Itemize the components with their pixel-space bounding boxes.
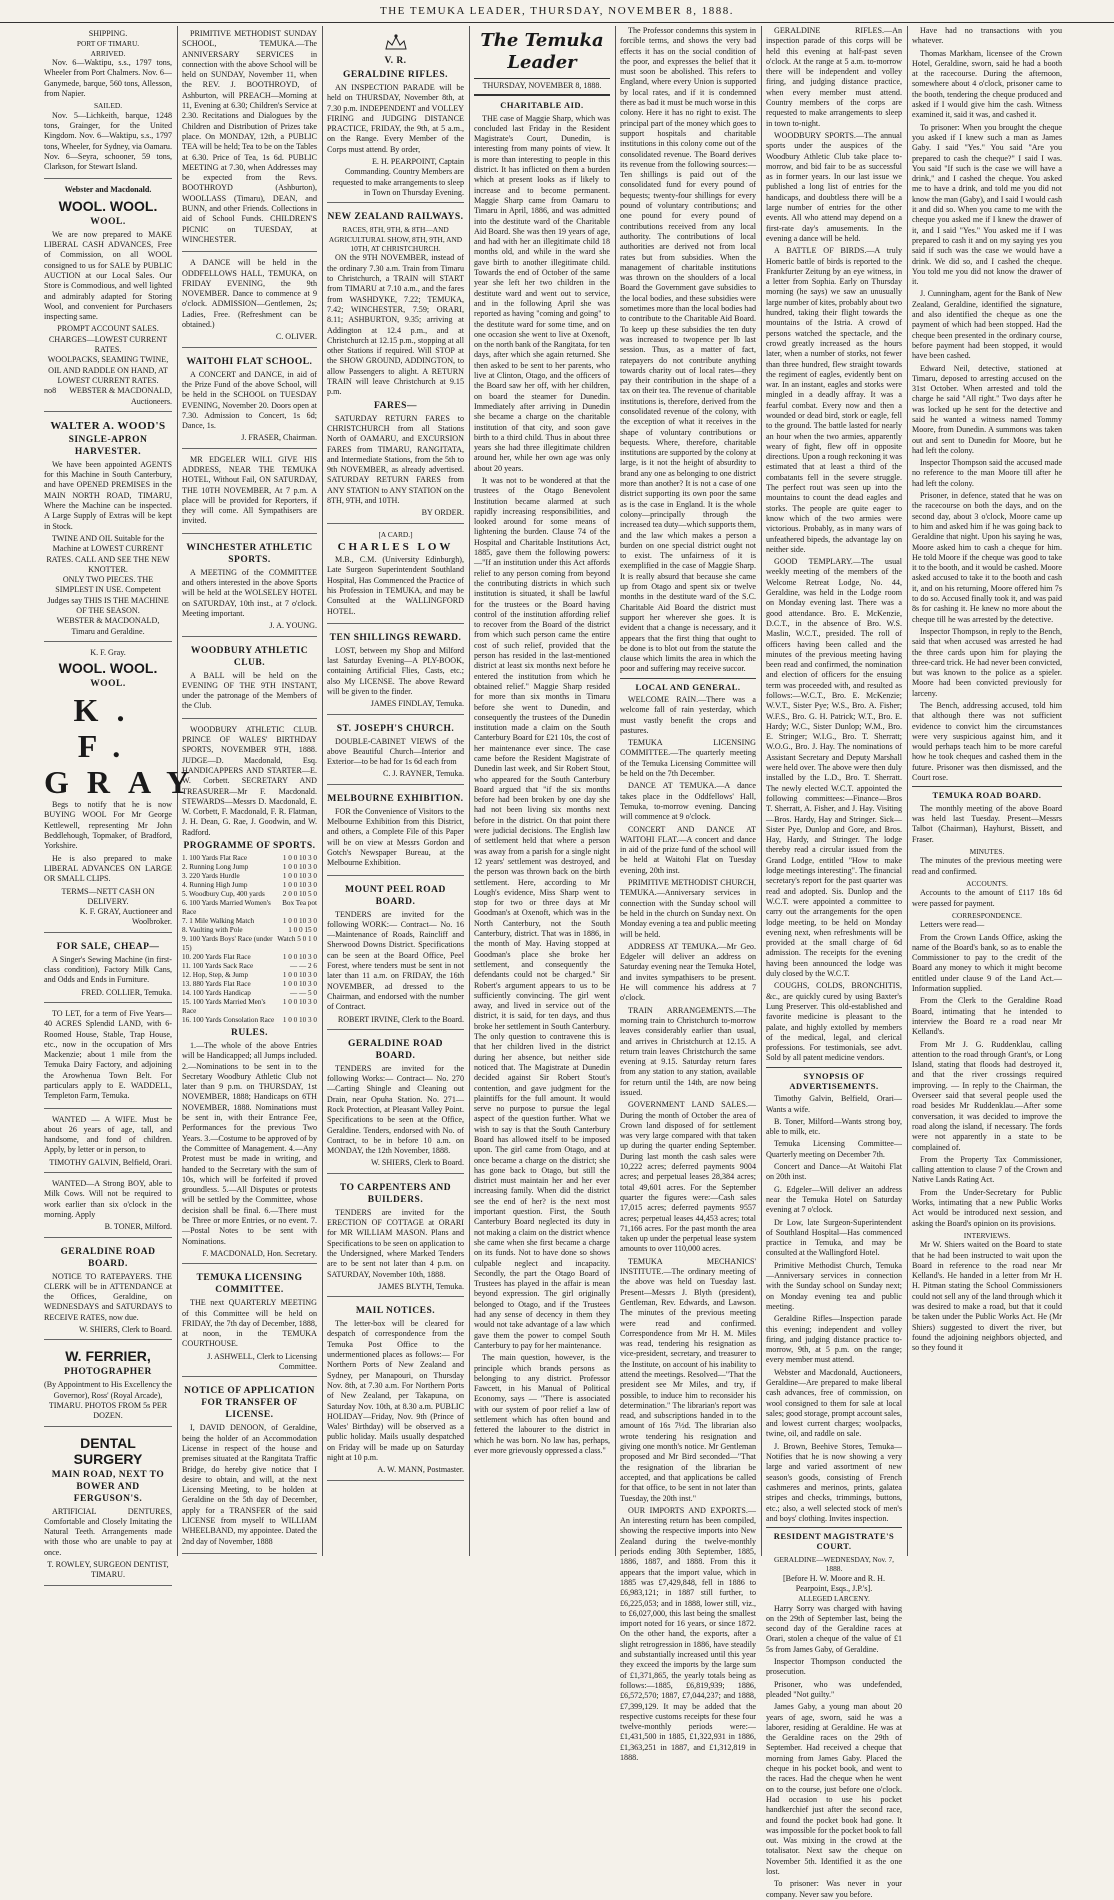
synopsis-item: J. Brown, Beehive Stores, Temuka—Notifies that he is now showing a very large and varied assortment of new season's goods, consisting of French cashmeres and merinos, prints, galatea stripes and checks, trimmings, buttons, etc.; also, a well selected stock of men's and boys' clothing. Invites inspection. [766,1441,902,1523]
news-item: TEMUKA LICENSING COMMITTEE.—The quarterly meeting of the Temuka Licensing Committee will be held on the 7th December. [620,738,756,779]
programme-row [182,998,317,1016]
dental-subtitle: MAIN ROAD, NEXT TO BOWER AND FERGUSON'S. [51,1469,165,1504]
event-name: 10. 200 Yards Flat Race [182,953,251,961]
mp-text: TENDERS are invited for the following WORK:— Contract— No. 16—Maintenance of Roads, Raincliff and Sherwood Downs District. Specifications can be seen at the Board Office, Peel Forest, where tenders must be sent in not later than 11 a.m. on FRIDAY, the 16th NOVEMBER, ad dressed to the Chairman, and endorsed with the number of Contract. [327,909,464,1012]
accounts-heading: ACCOUNTS. [966,878,1008,888]
railway-text: ON the 9TH NOVEMBER, instead of the ordinary 7.30 a.m. Train from Timaru to Christchurch, a TRAIN will START from TIMARU at 7.10 a.m., and the fares from WASHDYKE, 7.22; TEMUKA, 7.42; WINCHESTER, 7.59; ORARI, 8.11; ASHBURTON, 9.35; arriving at Addington at 12.4 p.m., and at Christchurch at 12.15 p.m., stopping at all other Stations if required. Will STOP at the SHOW GROUND, ADDINGTON, to allow Passengers to alight. A RETURN TRAIN will leave Christchurch at 9.15 p.m. [327,253,464,397]
dental-title: DENTAL SURGERY [73,1434,143,1467]
wood-signature: WEBSTER & MACDONALD, Timaru and Geraldine. [56,616,160,636]
reward-title: TEN SHILLINGS REWARD. [329,632,462,643]
wbac-text: A BALL will be held on the EVENING OF THE 9TH INSTANT, under the patronage of the Members of the Club. [182,670,317,711]
low-title: CHARLES LOW [337,541,454,554]
column-rule [907,26,908,1556]
news-item: WOODBURY SPORTS.—The annual sports under the auspices of the Woodbury Athletic Club take place to-morrow, and bid fair to be as successful as in former years. In our last issue we published a long list of entries for the handicaps, and doubtless there will be a large number of entries for the other events. All who attend may depend on a first-rate day's amusements. In the evening a dance will be held. [766,130,902,243]
news-item: DANCE AT TEMUKA.—A dance takes place in the Oddfellows' Hall, Temuka, to-morrow evening. Dancing will commence at 9 o'clock. [620,781,756,822]
event-name: 4. Running High Jump [182,881,248,889]
masthead-text: THE TEMUKA LEADER, THURSDAY, NOVEMBER 8, 1888. [379,5,734,17]
programme-title: PROGRAMME OF SPORTS. [183,841,316,851]
correspondence-item: From the Clerk to the Geraldine Road Board, intimating that he intended to interview the Board re a road near Mr Kelland's. [912,996,1062,1037]
news-item: A BATTLE OF BIRDS.—A truly Homeric battle of birds is reported to the Frankfurter Zeitung by an eye witness, in a letter from Sophia. Early on Thursday morning (he says) we saw an unusually large number of kites, probably about two hundred, taking their flight towards the mountains of the Istria. A crowd of persons watched the spectacle, and the crowd greatly increased as the hours later, when a number of storks, not fewer than three hundred, flew straight towards the regiment of eagles, evidently bent on war. In an instant, eagles and storks were mingled in a deadly affray. It was a fearful combat. Every now and then a wounded or dead bird, stork or eagle, fell to the ground. The battle lasted for nearly an hour when the two armies, apparently weary of fight, flew off in opposite directions. Upon a rough reckoning it was estimated that at least a third of the combatants fell in the severe struggle. The perfect rout was seen up into the mountains to count the dead eagles and storks. The people are quite eager to know which of the two armies were victorious. Probably, as in many wars of unfeathered bipeds, the advantage lay on neither side. [766,246,902,554]
wac-title: WINCHESTER ATHLETIC SPORTS. [186,542,313,565]
grb-title: GERALDINE ROAD BOARD. [60,1246,156,1269]
synopsis-item: G. Edgeler—Will deliver an address near the Temuka Hotel on Saturday evening at 7 o'clock. [766,1184,902,1215]
dental-ad [44,1430,172,1586]
tlc-title: TEMUKA LICENSING COMMITTEE. [196,1273,303,1296]
minutes-heading: MINUTES. [969,846,1005,856]
dental-signature: T. ROWLEY, SURGEON DENTIST, TIMARU. [47,1560,169,1580]
sailed-text: Nov. 5—Lichkeith, barque, 1248 tons, Grainger, for the United Kingdom. Nov. 6—Waktipu, s.s., 1797 tons, Wheeler, for Sydney, via Oamaru. Nov. 6—Seyra, schooner, 59 tons, Clarkson, for Stewart Island. [44,110,172,172]
programme-row [182,890,317,899]
sale-title: FOR SALE, CHEAP— [56,941,160,952]
column-2 [182,26,317,1556]
news-item: GERALDINE RIFLES.—An inspection parade of this corps will be held this evening at half-past seven o'clock. At the range at 5 a.m. to-morrow there will be independent and volley firing, and judging distance practice, when every member must attend. Country members of the corps are requested to make arrangements to sleep in town to-night. [766,26,902,128]
event-name: 15. 100 Yards Married Men's Race [182,998,266,1015]
event-name: 8. Vaulting with Pole [182,926,243,934]
event-name: 12. Hop, Step, & Jump [182,971,249,979]
melb-title: MELBOURNE EXHIBITION. [327,793,464,804]
programme-row [182,872,317,881]
wool-heading-2: WOOL. WOOL. [58,660,158,677]
let-text: TO LET, for a term of Five Years—40 ACRES Splendid LAND, with 6-Roomed House, Stable, Trap House, etc., now in the occupation of Mrs Mackenzie; about 1 mile from the Temuka Dairy Factory, and adjoining the Arowhenua Town Belt. For particulars apply to E. WADDELL, Templeton Farm, Temuka. [44,1008,172,1101]
ferrier-subtitle: PHOTOGRAPHER [64,1367,152,1378]
programme-row [182,926,317,935]
geraldine-rb-notice [44,1241,172,1341]
rifles-signature: E. H. PEARPOINT, Captain Commanding. Country Members are requested to make arrangements to sleep in Town on Thursday Evening. [332,157,464,197]
nameplate: The Temuka Leader [474,26,610,79]
geraldine-rifles-ad [327,26,464,203]
shipping-notice [44,26,172,179]
trb-heading: TEMUKA ROAD BOARD. [912,786,1062,800]
twine-text-2: ONLY TWO PIECES. THE SIMPLEST IN USE. Competent Judges say THIS IS THE MACHINE OF THE SEASON. [47,575,169,615]
kfgray-header: K. F. Gray. [90,647,126,657]
wool-heading: WOOL. WOOL. [58,197,158,214]
court-paragraph: James Gaby, a young man about 20 years of age, sworn, said he was a laborer, residing at Geraldine. He was at the Geraldine races on the 29th of September. Had received a cheque that morning from James Gaby. Placed the cheque in his pocket book, and went to the races. Had the cheque when he went on to the course, just before one o'clock. Had occasion to use his pocket handkerchief just after the second race, and found the pocket book had gone. It was impossible for the pocket book to fall out. Was mixing in the crowd at the totalisator. Next saw the cheque on November 5th. Identified it as the one lost. [766,1702,902,1876]
accounts-text: Accounts to the amount of £117 18s 6d were passed for payment. [912,888,1062,908]
news-item: ADDRESS AT TEMUKA.—Mr Geo. Edgeler will deliver an address on Saturday evening near the Temuka Hotel, and invites sympathisers to be present. He will commence his address at 7 o'clock. [620,941,756,1003]
waitohi-signature: J. FRASER, Chairman. [241,433,317,443]
court-paragraph: To prisoner: When you brought the cheque you asked if I knew such a man as James Gaby. I said "Yes." You said "Are you prepared to cash the cheque?" I said I was. You said "If such is the case we will have a drink," and I cashed the cheque. You asked me to have a drink, and told me you did not know the man (Gaby), and I said I would cash it and did so. When you came to me with the cheque you asked me if I knew the drawer of it, and I said "Yes." You asked me if I was prepared to cash it and on my saying yes you said if such was the case we would have a drink. We did so, and I cashed the cheque. You told me you did not know the drawer of it. [912,122,1062,287]
masthead [0,0,1114,23]
wood-subtitle: SINGLE-APRON HARVESTER. [68,434,148,457]
interviews-heading: INTERVIEWS. [963,1230,1011,1240]
mp-signature: ROBERT IRVINE, Clerk to the Board. [337,1014,464,1024]
twine-text: TWINE AND OIL Suitable for the Machine at LOWEST CURRENT RATES. CALL AND SEE THE NEW KNOTTER. [46,533,170,574]
wool-text: We are now prepared to MAKE LIBERAL CASH ADVANCES, Free of Commission, on all WOOL consigned to us for SALE by PUBLIC AUCTION at our Local Sales. Our Store is Commodious, and well lighted and admirably adapted for Storing Wool, and convenient for Purchasers inspecting same. [44,229,172,322]
event-prizes: 2 0 0 10 5 0 [282,890,317,898]
court-paragraph: Prisoner, who was undefended, pleaded "Not guilty." [766,1679,902,1699]
column-5 [620,26,756,1762]
for-sale-ad [44,936,172,1003]
event-name: 1. 100 Yards Flat Race [182,854,248,862]
fares-signature: BY ORDER. [421,508,464,518]
sports-text: WOODBURY ATHLETIC CLUB. PRINCE OF WALES' BIRTHDAY SPORTS, NOVEMBER 9TH, 1888. JUDGE—D. Macdonald, Esq. HANDICAPPERS AND STARTER—E. W. Corbett. SECRETARY AND TREASURER—Mr F. Macdonald. STEWARDS—Messrs D. Macdonald, E. W. Corbett, F. Macdonald, F. R. Flatman, J. H. Dean, G. Rae, J. Goodwin, and W. Radford. [182,724,317,837]
event-name: 14. 100 Yards Handicap [182,989,251,997]
low-text: M.B., C.M. (University Edinburgh), Late Surgeon Superintendent Southland Hospital, Has Commenced the Practice of his Profession in TEMUKA, and may be Consulted at the WALLINGFORD HOTEL. [327,555,464,616]
tlc-text: THE next QUARTERLY MEETING of this Committee will be held on FRIDAY, the 7th day of December, 1888, at noon, in the TEMUKA COURTHOUSE. [182,1298,317,1349]
editorial-paragraph: It was not to be wondered at that the trustees of the Otago Benevolent Institution became alarmed at such rapidly increasing responsibilities, and looked around for some means of lightening the burden. Clause 74 of the Hospital and Charitable Institutions Act, 1885, gave them the following powers:—"If an institution under this Act affords relief to any person coming from beyond the contributing districts in which such institution is situated, it shall be lawful for the trustees or the Board having control of the institution affording relief to recover from the Board of the district from which such person came the entire cost of such relief, provided that the person has resided in the last-mentioned district at least six months next before he entered the institution from which he obtained relief." Maggie Sharp resided for more than six months in Timaru before she went to Dunedin, and consequently the trustees of the Dunedin institution made a claim on the South Canterbury Board for £21 10s, the cost of her maintenance ever since. The case came before the Resident Magistrate of Dunedin last week, and Sir Robert Stout, who appeared for the South Canterbury Board argued that "if the six months before had been broken by one day she had not been living six months next before in the district. On that point there were judicial decisions. The English law of settlement held that where a person was away from a parish for a single night 12 years' settlement was destroyed, and the person was thrown back on the birth settlement. Here, according to Mr Lough's evidence, Miss Sharp went to stop for two or three days at Mr Goodman's at Oxenoft, which was in the North Canterbury, not the South Canterbury, district. That was in 1886, in the month of May. Having stopped at Goodman's place she broke her settlement, and consequently the defendants could not be charged." Sir Robert's argument appears to us to be sufficiently convincing. The girl went away, and lived in service out of the district, it is said, for ten days, and thus broke her settlement in South Canterbury. The only question to contravene this is that her children lived in the district during her absence, but neither side noticed that. The Magistrate at Dunedin decided against Sir Robert Stout's contention, and gave judgment for the plaintiffs for the full amount. It would serve no purpose to pursue the legal aspect of the question further. What we wish to say is that the South Canterbury Board has allowed itself to be imposed upon. The girl came from Otago, and at once became a charge on the district; she has gone back to Otago, but still the district must maintain her and her ever increasing family. When did the district see the end of her? is the next most important question. First, the South Canterbury Board neglected its duty in not making a claim on the district whence she came when she first became a charge on its funds. Not to have done so shows culpable neglect and incapacity. Secondly, the part the Otago Board of Trustees has played in the affair is mean beyond expression. The girl originally belonged to Otago, and if the Trustees had any sense of decency in them they would not take advantage of a law which gave them the power to compel South Canterbury to pay for her maintenance. [474,475,610,1350]
programme-row [182,854,317,863]
synopsis-item: Concert and Dance—At Waitohi Flat on 20th inst. [766,1162,902,1182]
fares-text: SATURDAY RETURN FARES to CHRISTCHURCH from all Stations North of OAMARU, and EXCURSION FARES from TIMARU, RANGITATA, and Intermediate Stations, from the 5th to 9th NOVEMBER, as already advertised. SATURDAY RETURN FARES from ANY STATION to ANY STATION on the 8TH, 9TH, and 10TH. [327,413,464,506]
boy-text: WANTED—A Strong BOY, able to Milk Cows. Will not be required to work earlier than six o'clock in the morning. Apply [44,1179,172,1219]
edgeler-text: MR EDGELER WILL GIVE HIS ADDRESS, NEAR THE TEMUKA HOTEL, Without Fail, ON SATURDAY, THE 10TH NOVEMBER, At 7 p.m. A place will be provided for Reporters, if they will come. All Sympathisers are invited. [182,454,317,526]
kfg-display-letters: K. F. GRAY [44,692,208,801]
licensing-committee-ad [182,1267,317,1377]
event-name: 9. 100 Yards Boys' Race (under 15) [182,935,273,952]
court-paragraph: Inspector Thompson conducted the prosecution. [766,1657,902,1677]
court-report [766,1604,902,1900]
event-prizes: 1 0 0 10 3 0 [282,854,317,862]
woodbury-ball-ad [182,640,317,719]
court-paragraph: Harry Sorry was charged with having on the 29th of September last, being the second day of the Geraldine races at Orari, stolen a cheque of the value of £1 5s from James Gaby, of Geraldine. [766,1603,902,1654]
court-paragraph: Inspector Thompson, in reply to the Bench, said that when accused was arrested he had the three cards upon him for playing the three-card trick. He had never been convicted, but was known to the police as a spieler. Moore had been convicted previously for larceny. [912,626,1062,698]
royal-crest-icon [376,31,416,53]
card-label: [A CARD.] [378,529,413,539]
court-paragraph: To prisoner: Was never in your company. Never saw you before. [766,1879,902,1899]
wac-text: A MEETING of the COMMITTEE and others interested in the above Sports will be held at the WOLSELEY HOTEL on SATURDAY, 10th inst., at 7 o'clock. Meeting important. [182,567,317,618]
programme-row [182,989,317,998]
sale-text: A Singer's Sewing Machine (in first-class condition), Factory Milk Cans, and Odds and Ends in Furniture. [44,954,172,985]
news-item: OUR IMPORTS AND EXPORTS.—An interesting return has been compiled, showing the respective imports into New Zealand during the twelve-monthly periods ending 30th September, 1885, 1886, 1887, and 1888. From this it appears that the import value, which in 1885 was £7,429,848, fell in 1886 to £6,983,121; in 1887 still further, to £6,225,053; and in 1888, lower still, viz., to £6,027,000, this last being the smallest import noted for 16 years, or since 1872. On the other hand, the exports, after a slight retrogression in 1886, have steadily and substantially increased until this year they exceed the imports by the large sum of £1,371,865, the yearly totals being as follows:—1885, £6,819,939; 1886, £6,572,570; 1887, £7,044,237; and 1888, £7,399,129. It may be added that the respective customs receipts for these four twelve-monthly periods were:—£1,431,500 in 1885, £1,322,931 in 1886, £1,363,251 in 1887, and £1,312,819 in 1888. [620,1505,756,1762]
boy-signature: B. TONER, Milford. [104,1222,172,1232]
reward-signature: JAMES FINDLAY, Temuka. [370,699,464,709]
mp-title: MOUNT PEEL ROAD BOARD. [345,884,446,907]
column-4 [474,26,610,1556]
event-prizes: — — 5 0 [290,989,317,997]
wm-signature: WEBSTER & MACDONALD, Auctioneers. [69,386,172,406]
prompt-text: PROMPT ACCOUNT SALES. CHARGES—LOWEST CURRENT RATES. [48,324,168,355]
event-name: 11. 100 Yards Sack Race [182,962,254,970]
wood-text: We have been appointed AGENTS for this Machine in South Canterbury, and have OPENED PREMISES in the MAIN NORTH ROAD, TIMARU, Where the Machine can be inspected. A Large Supply of Extras will be kept in Stock. [44,459,172,531]
transfer-notice [182,1380,317,1554]
fares-title: FARES— [374,400,417,411]
stj-text: DOUBLE-CABINET VIEWS of the above Beautiful Church—Interior and Exterior—to be had for 1s 6d each from [327,736,464,767]
news-item: TEMUKA MECHANICS' INSTITUTE.—The ordinary meeting of the above was held on Tuesday last. Present—Messrs J. Blyth (president), Gentleman, Rev. Edwards, and Lawson. The minutes of the previous meeting were read and confirmed. Correspondence from Mr H. M. Miles was read, tendering his resignation as vice-president, secretary, and treasurer to the Institute, on account of his inability to attend the meetings. Resolved—"That the president see Mr Miles, and try, if possible, to induce him to reconsider his determination." The librarian's report was read, and subscriptions handed in to the amount of 16s 7½d. The librarian also wrote tendering his resignation and giving one month's notice. Mr Gentleman proposed and Mr Bird seconded—"That the resignation of the librarian be accepted, and that applications be called for that office, to be sent in not later than Tuesday, the 20th inst." [620,1256,756,1503]
correspondence-item: From the Under-Secretary for Public Works, intimating that a new Public Works Act would be introduced next session, and asking the Board's opinion on its provisions. [912,1187,1062,1228]
mail-notices [327,1300,464,1480]
rmc-before: [Before H. W. Moore and R. H. Pearpoint, Esqs., J.P.'s]. [782,1573,886,1593]
railway-subtitle: RACES, 8TH, 9TH, & 8TH—AND AGRICULTURAL SHOW, 8TH, 9TH, AND 10TH, AT CHRISTCHURCH. [328,225,463,254]
synopsis-heading: SYNOPSIS OF ADVERTISEMENTS. [766,1067,902,1092]
programme-table [182,854,317,1025]
event-name: 5. Woodbury Cup, 400 yards [182,890,265,898]
wac-signature: J. A. YOUNG. [269,621,317,631]
column-7 [912,26,1062,1556]
rules-text: 1.—The whole of the above Entries will be Handicapped; all Jumps included. 2.—Nominations to be sent in to the Secretary Woodbury Athletic Club not later than 9 p.m. on THURSDAY, 1st NOVEMBER, 1888; Handicaps on 6TH NOVEMBER, 1888. Nominations must be sent in, with their Entrance Fee, Performances for the previous Two Years. 3.—Costume to be approved of by the Committee of Management. 4.—Any Protest must be made in writing, and handed to the Secretary with the sum of 10s, which will be forfeited if proved groundless. 5.—All Disputes or protests will be settled by the Committee, whose decision shall be final. 6.—There must be Three or more Entries, or no event. 7.—Postal Notes to be sent with Nominations. [182,1041,317,1246]
programme-row [182,953,317,962]
synopsis-item: Temuka Licensing Committee—Quarterly meeting on December 7th. [766,1139,902,1159]
event-name: 6. 100 Yards Married Women's Race [182,899,271,916]
mount-peel-ad [327,879,464,1030]
grb-text: NOTICE TO RATEPAYERS. THE CLERK will be in ATTENDANCE at the Offices, Geraldine, on WEDNESDAYS and SATURDAYS to RECEIVE RATES, now due. [44,1271,172,1322]
court-paragraph: J. Cunningham, agent for the Bank of New Zealand, Geraldine, identified the signature, and also identified the cheque as one the payment of which had been stopped. Had the cheque been presented in the ordinary course, before payment had been stopped, it would have been cashed. [912,289,1062,361]
rmc-date: GERALDINE—WEDNESDAY, Nov. 7, 1888. [773,1554,895,1574]
event-name: 3. 220 Yards Hurdle [182,872,240,880]
court-paragraph: Edward Neil, detective, stationed at Timaru, deposed to arresting accused on the 31st October. When arrested and told the charge he said "All right." Two days after he was locked up he sent for the detective and said he wanted a witness named Tommy Moore, from Dunedin. A summons was taken out and sent to Dunedin for Moore, but he had left the colony. [912,363,1062,455]
rmc-heading: RESIDENT MAGISTRATE'S COURT. [766,1527,902,1552]
wanted-wife-ad [44,1112,172,1173]
pm-text: PRIMITIVE METHODIST SUNDAY SCHOOL, TEMUKA.—The ANNIVERSARY SERVICES in connection with the above School will be held on SUNDAY, November 11, when the REV. J. BOOTHROYD, of Ashburton, will PREACH—Morning at 11, Evening at 6.30; Children's Service at 2.30. Recitations and Dialogues by the Children and Distribution of Prizes take place. On MONDAY, 12th, a PUBLIC TEA will be held; Tea to be on the Tables at 6.30. Price of Tea, 1s 6d. PUBLIC MEETING at 7.30, when Addresses may be expected from the Revs. BOOTHROYD (Ashburton), WOOLLASS (Timaru), DEAN, and BUNN, and other Friends. Collections in aid of School Funds. CHILDREN'S PICNIC on TUESDAY, at WINCHESTER. [182,29,317,244]
event-prizes: 1 0 0 10 3 0 [282,1016,317,1024]
ferrier-text: (By Appointment to His Excellency the Governor), Ross' (Royal Arcade), TIMARU. PHOTOS FROM 5s PER DOZEN. [44,1380,172,1421]
correspondence-item: Letters were read— [920,920,985,930]
to-let-ad [44,1006,172,1109]
sailed-label: SAILED. [93,101,123,111]
synopsis-item: B. Toner, Milford—Wants strong boy, able to milk, etc. [766,1116,902,1137]
court-paragraph: Thomas Markham, licensee of the Crown Hotel, Geraldine, sworn, said he had a booth at the racecourse. During the afternoon, somewhere about 4 o'clock, prisoner came to the booth, tendering the cheque produced and asked if I would give him the cash. Witness examined it, said it was, and cashed it. [912,48,1062,120]
event-prizes: 1 0 0 10 3 0 [282,980,317,988]
stj-title: ST. JOSEPH'S CHURCH. [336,723,455,734]
carpenters-ad [327,1177,464,1297]
wanted-boy-ad [44,1176,172,1237]
dance-ad [182,255,317,347]
court-paragraph: Prisoner, in defence, stated that he was on the racecourse on both the days, and on the second day, about 3 o'clock, Moore came up to him and asked him if he was going back to Geraldine that night. Upon his saying he was, Moore asked him to cash a cheque for him. He told Moore if the cheque was good to take it to the booth, and it would be cashed. Moore asked accused to take it to the booth and cash it, and on his returning, Moore offered him 7s to do so. Accused finally took it, and was paid 8s for cashing it. He knew no more about the cheque till he was arrested by the detective. [912,491,1062,624]
news-item: CONCERT AND DANCE AT WAITOHI FLAT.—A concert and dance in aid of the prize fund of the school will be held at Waitohi Flat on Tuesday evening, 20th inst. [620,824,756,875]
kf-gray-ad [44,645,208,933]
synopsis-item: Timothy Galvin, Belfield, Orari—Wants a wife. [766,1094,902,1114]
synopsis-item: Geraldine Rifles—Inspection parade this evening; independent and volley firing, and judging distance practice to-morrow, 9th, at 5 p.m. on the range; every member must attend. [766,1314,902,1365]
court-paragraph: The Bench, addressing accused, told him that although there was not sufficient evidence to convict him the circumstances were very suspicious against him, and it would perhaps teach him to be more careful how he took cheques and cashed them in the future. Prisoner was then dismissed, and the Court rose. [912,701,1062,783]
waitohi-title: WAITOHI FLAT SCHOOL. [186,356,313,367]
wool-subheading-2: WOOL. [90,679,126,690]
mail-title: MAIL NOTICES. [355,1306,436,1317]
programme-row [182,917,317,926]
woodbury-sports-ad [182,722,317,1265]
transfer-text: I, DAVID DENOON, of Geraldine, being the holder of an Accommodation License in respect of the house and premises situated at the Rangitata Traffic Bridge, do hereby give notice that I desire to obtain, and will, at the next Licensing Meeting, to be holden at Geraldine on the 5th day of December, apply for a TRANSFER of the said LICENSE from myself to WILLIAM WHEELBAND, my appointee. Dated the 2nd day of November, 1888 [182,1423,317,1546]
news-item: PRIMITIVE METHODIST CHURCH, TEMUKA.—Anniversary services in connection with the Sunday school will be held in the church on Sunday next. On Monday evening a tea and public meeting will be held. [620,878,756,939]
event-name: 16. 100 Yards Consolation Race [182,1016,275,1024]
rifles-title: GERALDINE RIFLES. [342,70,449,80]
wool-subheading: WOOL. [90,216,126,227]
court-report-continued [912,26,1062,783]
transfer-title: NOTICE OF APPLICATION FOR TRANSFER OF LICENSE. [184,1386,315,1421]
editorial-paragraph: The Professor condemns this system in forcible terms, and shows the very bad effects it has on the social condition of the poor, and expresses the belief that it must soon be abolished. This refers to England, where every Union is supported by local rates, and if it is condemned there as bad it must be much worse in this colony. Here it has no right to exist. The principal part of the money which goes to support hospitals and charitable institutions in this colony come out of the consolidated revenue. The Board derives its revenue from the following sources:—Ten shillings is paid out of the consolidated fund for every pound of bequests; twenty-four shillings for every pound of voluntary contributions; and one pound for every pound of contributions received from any local authority. The contributions of local authorities are derived not from local rates but from subsidies. When the management of charitable institutions was thrown on the shoulders of a local Board the Government gave subsidies to the local bodies, and these subsidies were sometimes more than the local bodies had to contribute to the Charitable Aid Board. To keep up these subsidies the ten duty was increased to twopence per lb last session. Thus, as a matter of fact, ratepayers do not contribute anything towards charity out of local rates—they pay their contribution in the shape of a tax on their tea. The revenue of charitable institutions is, therefore, derived from the consolidated revenue of the colony, with the exception of what it receives in the shape of voluntary contributions or bequests. Where, therefore, charitable institutions are supported by the colony at large, is it not the height of absurdity to brand any one as belonging to one district more than another? It is not a case of one district supporting its own poor the same as is the case in England. It is the whole colony—principally through the increased tea duty—which supports them, and the law which makes a person a burden on one special district ought not to exist. The unfairness of it is exemplified in the case of Maggie Sharp. It is really absurd that because she came up from Otago and spent six or twelve months in the destitute ward of the S.C. Charitable Aid Board the district must support her wherever she goes. It is evident that a change is necessary, and it appears that the first thing that ought to be done is to blot out from the statute the clause which limits the area in which the poor and suffering may receive succor. [620,26,756,674]
event-prizes: 1 0 0 10 3 0 [282,863,317,871]
port-title: PORT OF TIMARU. [76,39,140,49]
railways-ad [327,206,464,523]
kfg-terms: TERMS—NETT CASH ON DELIVERY. [61,886,155,906]
programme-row [182,980,317,989]
dance-signature: C. OLIVER. [275,332,317,342]
mail-signature: A. W. MANN, Postmaster. [377,1465,464,1475]
programme-row [182,971,317,980]
synopsis-list [766,1094,902,1524]
melb-text: FOR the Convenience of Visitors to the Melbourne Exhibition from this District, and others, a Complete File of this Paper will be on view at Messrs Gordon and Gotch's Newspaper Bureau, at the Melbourne Exhibition. [327,806,464,868]
event-name: 7. 1 Mile Walking Match [182,917,255,925]
editorial-paragraph: The main question, however, is the principle which brands persons as belonging to any district. Professor Fawcett, in his Manual of Political Economy, says — "There is associated with our system of poor relief a law of settlement which has often bound and fettered the labourer to the district in which he was born. No law has, perhaps, ever more grievously oppressed a class." [474,1353,610,1455]
column-3 [327,26,464,1556]
programme-row [182,935,317,953]
rules-title: RULES. [230,1028,269,1038]
waitohi-ad [182,351,317,449]
mail-text: The letter-box will be cleared for despatch of correspondence from the Temuka Post Office to the undermentioned places as follows:— For Northern Ports of New Zealand and Sydney, per Manapouri, on Thursday Nov. 8th, at 7.30 a.m. For Northern Ports of New Zealand, per Takapuna, on Saturday Nov. 10th, at 8.30 a.m. PUBLIC HOLIDAY—Friday, Nov. 9th (Prince of Wales' Birthday) will be observed as a public holiday. Mails usually despatched on Friday will be made up on Saturday night at 10 p.m. [327,1319,464,1463]
court-paragraph: Have had no transactions with you whatever. [912,26,1062,46]
local-news-list [620,695,756,1763]
news-item: GOOD TEMPLARY.—The usual weekly meeting of the members of the Welcome Retreat Lodge, No. 44, Geraldine, was held in the Lodge room on Monday evening last. There was a good attendance. Bro. E. McKenzie, D.C.T., in the absence of Bro. W.S. Maslin, W.C.T., presided. The roll of officers having been called and the minutes of the previous meeting having been read and confirmed, the nomination and election of officers for the ensuing term was proceeded with, and resulted as follows:—W.C.T., Bro. E. McKenzie; W.V.T., Sister Pye; W.S., Bro. A. Fisher; W.F.S., Bro. G. H. Patrick; W.T., Bro. E. Hardy; W.C., Sister Dunlop; W.M., Bro. E. Stringer; W.I.G., Bro. T. Sherratt; W.O.G., Bro. J. Hay. The nominations of Assistant Secretary and Deputy Marshall were held over. The above were then duly installed by the L.D., Bro. T. Sherratt. The newly elected W.C.T. appointed the following committees:—Finance—Bros T. Sherratt, A. Fisher, and J. Hay. Visiting—Bros. Hardy, Hay and Stringer. Sick—Sister Pye, Dunlop and Gore, and Bros. Hay, Hardy, and Stringer. The lodge thereby read a circular issued from the Grand Lodge, entitled "How to make lodge meetings interesting". The financial secretary's report for the past quarter was read and adopted. Sis. Dunlop and the W.C.T. were appointed a committee to carry out the arrangements for the open lodge meeting, to be held on Monday evening next, when refreshments will be provided at the small charge of 6d admission. The receipts for the evening having been announced the lodge was duly closed by the W.C.T. [766,557,902,979]
kfg-text-2: He is also prepared to make LIBERAL ADVANCES ON LARGE OR SMALL CLIPS. [44,853,172,884]
event-prizes: 1 0 0 15 0 [288,926,317,934]
correspondence-item: From the Crown Lands Office, asking the name of the Board's bank, so as to enable the Commissioner to pay to the credit of the Board any money to which it might become entitled under clause 9 of the Land Act.—Information supplied. [912,932,1062,994]
wm-header: Webster and Macdonald. [64,185,152,195]
rmc-subheading: ALLEGED LARCENY. [798,1594,870,1604]
reward-text: LOST, between my Shop and Milford last Saturday Evening—A PLY-BOOK, containing Artificial Flies, Casts, etc.; also My LICENSE. The above Reward will be given to the finder. [327,645,464,696]
news-item: COUGHS, COLDS, BRONCHITIS, &c., are quickly cured by using Baxter's Lung Preserver. This old-established and favorite medicine is pleasant to the palate, and highly extolled by members of the medical, legal, and clerical professions. For testimonials, see advt. Sold by all patent medicine vendors. [766,981,902,1063]
railway-title: NEW ZEALAND RAILWAYS. [327,212,464,223]
synopsis-item: Webster and Macdonald, Auctioneers, Geraldine—Are prepared to make liberal cash advances, free of commission, on wool consigned to them for sale at local sales; good storage, prompt account sales, and lowest current charges; woolpacks, twine, oil, and raddle on sale. [766,1367,902,1439]
event-prizes: 1 0 0 10 3 0 [282,917,317,925]
winchester-sports-ad [182,537,317,637]
arrived-text: Nov. 6—Waktipu, s.s., 1797 tons, Wheeler from Port Chalmers. Nov. 6—Ganymede, barque, 560 tons, Allesson, from Napier. [44,58,172,98]
event-prizes: 1 0 0 10 3 0 [282,953,317,961]
local-general-heading: LOCAL AND GENERAL. [620,678,756,692]
st-josephs-ad [327,718,464,785]
waitohi-text: A CONCERT and DANCE, in aid of the Prize Fund of the above School, will be held in the SCHOOL on TUESDAY EVENING, November 20. Doors open at 7.30. Admission to Concert, 1s 6d; Dance, 1s. [182,369,317,431]
court-paragraph: Inspector Thompson said the accused made no reference to the man Moore till after he had left the colony. [912,458,1062,488]
geraldine-rb-tenders [327,1033,464,1174]
synopsis-item: Primitive Methodist Church, Temuka—Anniversary services in connection with the Sunday school on Sunday next; on Monday evening tea and public meeting. [766,1260,902,1311]
dental-text: ARTIFICIAL DENTURES, Comfortable and Closely Imitating the Natural Teeth. Arrangements made with those who are unable to pay at once. [44,1506,172,1557]
reward-ad [327,627,464,715]
ferrier-ad [44,1343,172,1426]
correspondence-list [912,920,1062,1229]
column-rule [615,26,616,1556]
tlc-signature: J. ASHWELL, Clerk to Licensing Committee. [207,1351,317,1372]
grb3-text: TENDERS are invited for the following Works:— Contract— No. 270—Carting Shingle and Cleaning out Drain, near Opuha Station. No. 271—Rock Protection, at Pleasant Valley Point. Specifications to be seen at the Office, Geraldine. Tenders, endorsed with No. of Contract, to be in before 10 a.m. on MONDAY, the 12th November, 1888. [327,1063,464,1156]
event-prizes: — — 2 6 [290,962,317,970]
local-news-continued [766,26,902,1064]
wife-text: WANTED — A WIFE. Must be about 26 years of age, tall, and handsome, and fond of children. Apply, by letter or in person, to [44,1114,172,1155]
event-name: 2. Running Long Jump [182,863,249,871]
news-item: WELCOME RAIN.—There was a welcome fall of rain yesterday, which must vastly benefit the crops and pastures. [620,695,756,735]
column-1 [44,26,208,1580]
column-rule [469,26,470,1556]
dance-text: A DANCE will be held in the ODDFELLOWS HALL, TEMUKA, on FRIDAY EVENING, the 9th NOVEMBER. Dance to commence at 9 o'clock. ADMISSION—Gentlemen, 2s; Ladies, Free. (Refreshment can be obtained.) [182,258,317,330]
editorial-heading: CHARITABLE AID. [500,100,584,111]
ad-ref: no8 [44,386,57,396]
carp-signature: JAMES BLYTH, Temuka. [378,1281,464,1291]
programme-row [182,863,317,872]
wbac-title: WOODBURY ATHLETIC CLUB. [190,645,309,668]
correspondence-item: From Mr J. G. Ruddenklau, calling attention to the road through Grant's, or Long Island, stating that floods had destroyed it, and that the river crossings required improving. — In reply to the Chairman, the Overseer said that several people used the road besides Mr Ruddenklau.—After some conversation, it was decided to improve the road along the island, if necessary. The fords were not apparently in a state to be complained of. [912,1039,1062,1152]
ferrier-title: W. FERRIER, [65,1348,151,1365]
column-rule [322,26,323,1556]
kfg-signature: K. F. GRAY, Auctioneer and Woolbroker. [79,907,172,927]
programme-row [182,1016,317,1025]
primitive-methodist-ad [182,26,317,252]
column-rule [761,26,762,1556]
vr-text: V. R. [384,56,407,66]
correspondence-item: From the Property Tax Commissioner, calling attention to clause 7 of the Crown and Native Lands Rating Act. [912,1154,1062,1185]
correspondence-heading: CORRESPONDENCE. [951,910,1023,920]
edgeler-ad [182,452,317,534]
event-prizes: Box Tea pot [282,899,317,907]
event-prizes: 1 0 0 10 3 0 [282,872,317,880]
carp-text: TENDERS are invited for the ERECTION OF COTTAGE at ORARI for MR WILLIAM MASON. Plans and Specifications to be seen on application to the Undersigned, where Marked Tenders are to be sent not later than 4 p.m. on SATURDAY, November 10th, 1888. [327,1207,464,1279]
event-prizes: Watch 5 0 1 0 [277,935,317,943]
dateline: THURSDAY, NOVEMBER 8, 1888. [474,79,610,96]
news-item: TRAIN ARRANGEMENTS.—The morning train to Christchurch to-morrow leaves considerably earlier than usual, and arrives in Christchurch at 12.15. A return train leaves Christchurch the same evening at 9.15. Saturday return fares from any station to any station, available for return until the 14th, are now being issued. [620,1005,756,1097]
grb3-title: GERALDINE ROAD BOARD. [348,1038,443,1061]
carp-title: TO CARPENTERS AND BUILDERS. [339,1182,452,1205]
rifles-text: AN INSPECTION PARADE will be held on THURSDAY, November 8th, at 7.30 p.m. INDEPENDENT and VOLLEY FIRING and JUDGING DISTANCE PRACTICE, FRIDAY, the 9th, at 5 a.m., on the Range. Every Member of the Corps must attend. By order, [327,83,464,154]
event-prizes: 1 0 0 10 3 0 [282,971,317,979]
wood-title: WALTER A. WOOD'S [50,419,166,432]
interviews-text: Mr W. Shiers waited on the Board to state that he had been instructed to wait upon the Board in reference to the road near Mr Kelland's. He handed in a letter from Mr H. H. Pitman stating the School Commissioners could not sell any of the land through which it was desired to make a road, but that it could be taken under the Public Works Act. He (Mr Shiers) suggested to divert the river, but found the adjoining neighbors objected, and so they found it [912,1240,1062,1353]
trb-paragraph: The monthly meeting of the above Board was held last Tuesday. Present—Messrs Talbot (Chairman), Hayhurst, Bissett, and Fraser. [912,803,1062,844]
wood-harvester-ad [44,415,172,642]
news-item: GOVERNMENT LAND SALES.—During the month of October the area of Crown land disposed of for settlement was very large compared with that taken up during the quarter ending September. During last month the cash sales were 10,222 acres; deferred payments 9004 acres; and perpetual leases 28,384 acres; total 49,601 acres. For the September quarter the figures were:—Cash sales 17,015 acres; deferred payments 9557 acres; perpetual leases 44,453 acres; total 71,166 acres. For the past month the area taken up under the perpetual lease system amounts to over 110,000 acres. [620,1100,756,1254]
webster-wool-ad [44,182,172,411]
sale-signature: FRED. COLLIER, Temuka. [81,987,172,997]
programme-row [182,962,317,971]
woolpacks-text: WOOLPACKS, SEAMING TWINE, OIL AND RADDLE ON HAND, AT LOWEST CURRENT RATES. [47,355,169,385]
dr-low-card [327,527,464,624]
kfg-text: Begs to notify that he is now BUYING WOOL For Mr George Kettlewell, representing Mr John Beddlehough, Topmaker, of Bradford, Yorkshire. [44,800,172,851]
event-name: 13. 880 Yards Flat Race [182,980,251,988]
event-prizes: 1 0 0 10 3 0 [282,998,317,1006]
shipping-title: SHIPPING. [88,29,128,38]
grb-signature: W. SHIERS, Clerk to Board. [78,1325,172,1335]
minutes-text: The minutes of the previous meeting were read and confirmed. [912,856,1062,876]
melbourne-ad [327,788,464,876]
stj-signature: C. J. RAYNER, Temuka. [382,769,464,779]
event-prizes: 1 0 0 10 3 0 [282,881,317,889]
rules-signature: F. MACDONALD, Hon. Secretary. [202,1248,317,1258]
arrived-label: ARRIVED. [90,48,126,58]
synopsis-item: Dr Low, late Surgeon-Superintendent of Southland Hospital—Has commenced practice in Temuka, and may be consulted at the Wallingford Hotel. [766,1217,902,1258]
grb3-signature: W. SHIERS, Clerk to Board. [370,1158,464,1168]
editorial-paragraph: THE case of Maggie Sharp, which was concluded last Friday in the Resident Magistrate's Court, Dunedin, is interesting from many points of view. It is more than interesting to people in this district. It has inflicted on them a burden which at present looks as if likely to increase and to become permanent. Maggie Sharp came from Oamaru to Timaru in April, 1886, and was admitted into the destitute ward of the Charitable Aid Board. She was then 19 years of age, and had with her an illegitimate child 18 months old, and while in the ward she gave birth to another illegitimate child. Towards the end of October of the same year she left her two children in the destitute ward and went out to service, and in the following April she was reported as having "coming and going" to the destitute ward for some time, and on one occasion she went to live at Oxenoft, on the north bank of the Rangitata, for ten days, after which she again returned. She then asked to be sent to her parents, who live at Clinton, Otago, and the officers of the Board saw her off, with her children, on board the steamer for Dunedin. Immediately after arriving in Dunedin she became a charge on the charitable institution of that city, and soon gave birth to a third child. Thus in about three years she had three illegitimate children around her, while her own age was only about 20 years. [474,113,610,473]
wife-signature: TIMOTHY GALVIN, Belfield, Orari. [49,1157,172,1167]
column-6 [766,26,902,1899]
programme-row [182,899,317,917]
programme-row [182,881,317,890]
